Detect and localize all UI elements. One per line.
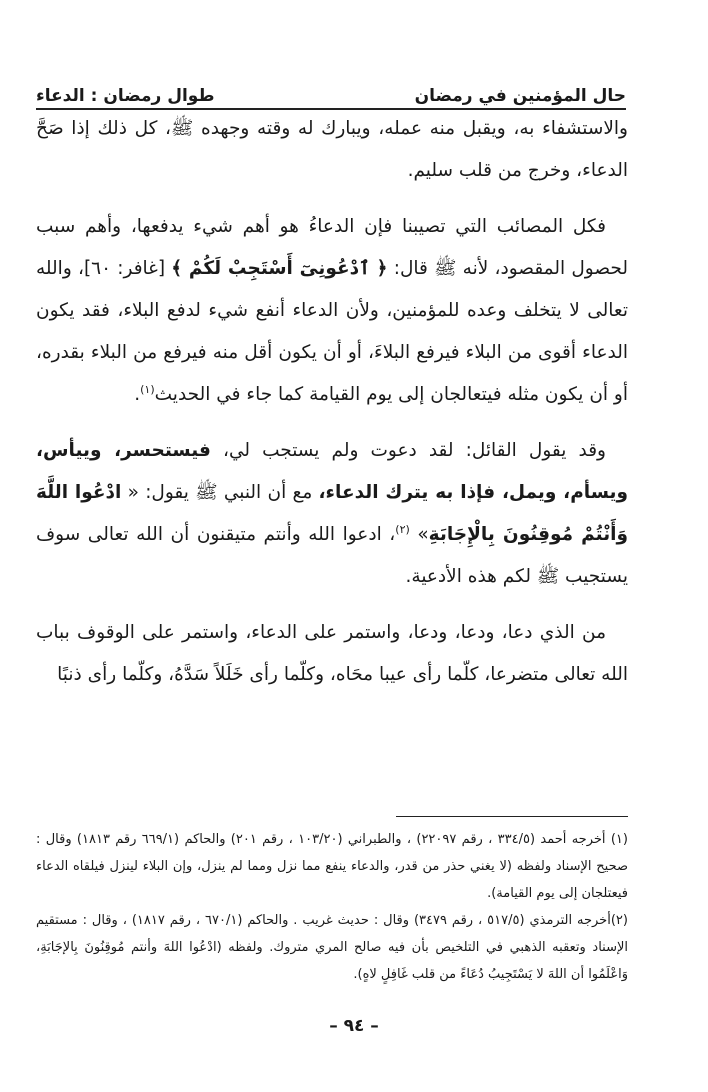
paragraph-1: والاستشفاء به، ويقبل منه عمله، ويبارك له وقته وجهده ﷺ، كل ذلك إذا صَحَّ الدعاء، وخرج من قلب سليم. [36, 118, 628, 181]
paragraph-2-text-b: [غافر: ٦٠]، والله تعالى لا يتخلف وعده للمؤمنين، ولأن الدعاء أنفع شيء لدفع البلاء، فقد يكون الدعاء أقوى من البلاء فيرفع البلاءَ، أو أن يكون أقل منه فيرفع من البلاء بقدره، أو أن يكون مثله فيتعالجان إلى يوم القيامة كما جاء في الحديث [36, 258, 628, 405]
footnotes [36, 826, 628, 988]
footnote-ref-2[interactable]: (٢) [395, 522, 410, 536]
header-book-title: حال المؤمنين في رمضان [414, 86, 626, 106]
footnote-2: (٢)أخرجه الترمذي (٥١٧/٥ ، رقم ٣٤٧٩) وقال : حديث غريب . والحاكم (٦٧٠/١ ، رقم ١٨١٧) ، وقال : مستقيم الإسناد وتعقبه الذهبي في التلخيص بأن فيه صالح المري متروك. ولفظه (ادْعُوا اللهَ وأنتم مُوقِنُونَ بِالإجَابَةِ، وَاعْلَمُوا أن اللهَ لا يَسْتَجِيبُ دُعَاءً من قلب غَافِلٍ لاهٍ). [36, 913, 628, 982]
paragraph-3-text-b: مع أن النبي ﷺ يقول: « [121, 482, 319, 503]
footnote-ref-1[interactable]: (١) [140, 382, 155, 396]
paragraph-3-text-c: » [409, 524, 429, 545]
hadith-quote: ادْعُوا اللَّهَ وَأَنْتُمْ مُوقِنُونَ بِالْإِجَابَةِ [36, 482, 628, 545]
running-header [36, 74, 626, 110]
footnote-divider [396, 816, 628, 817]
footnote-1: (١) أخرجه أحمد (٣٣٤/٥ ، رقم ٢٢٠٩٧) ، والطبراني (١٠٣/٢٠ ، رقم ٢٠١) والحاكم (٦٦٩/١ رقم ١٨١٣) وقال : صحيح الإسناد ولفظه (لا يغني حذر من قدر، والدعاء ينفع مما نزل ومما لم ينزل، وإن البلاء لينزل فيلقاه الدعاء فيعتلجان إلى يوم القيامة). [36, 832, 628, 901]
paragraph-2 [36, 206, 628, 416]
paragraph-3 [36, 430, 628, 598]
quran-verse: ﴿ ٱدْعُونِىٓ أَسْتَجِبْ لَكُمْ ﴾ [171, 258, 388, 279]
paragraph-4: من الذي دعا، ودعا، ودعا، واستمر على الدعاء، واستمر على الوقوف بباب الله تعالى متضرعا، كلّما رأى عيبا محَاه، وكلّما رأى خَلَلاً سَدَّهُ، وكلّما رأى ذنبًا [36, 622, 628, 685]
paragraph-3-bold-1: فيستحسر، وييأس، ويسأم، ويمل، فإذا به يترك الدعاء، [36, 440, 628, 503]
main-text [36, 108, 628, 696]
header-chapter-title: طوال رمضان : الدعاء [36, 86, 215, 106]
page-number: – ٩٤ – [329, 1016, 379, 1036]
paragraph-3-text-a: وقد يقول القائل: لقد دعوت ولم يستجب لي، [210, 440, 606, 461]
paragraph-2-end: . [134, 384, 141, 405]
paragraph-2-text-a: فكل المصائب التي تصيبنا فإن الدعاءُ هو أهم شيء يدفعها، وأهم سبب لحصول المقصود، لأنه ﷺ قال: [36, 216, 628, 279]
paragraph-3-text-d: ، ادعوا الله وأنتم متيقنون أن الله تعالى سوف يستجيب ﷺ لكم هذه الأدعية. [36, 524, 628, 587]
